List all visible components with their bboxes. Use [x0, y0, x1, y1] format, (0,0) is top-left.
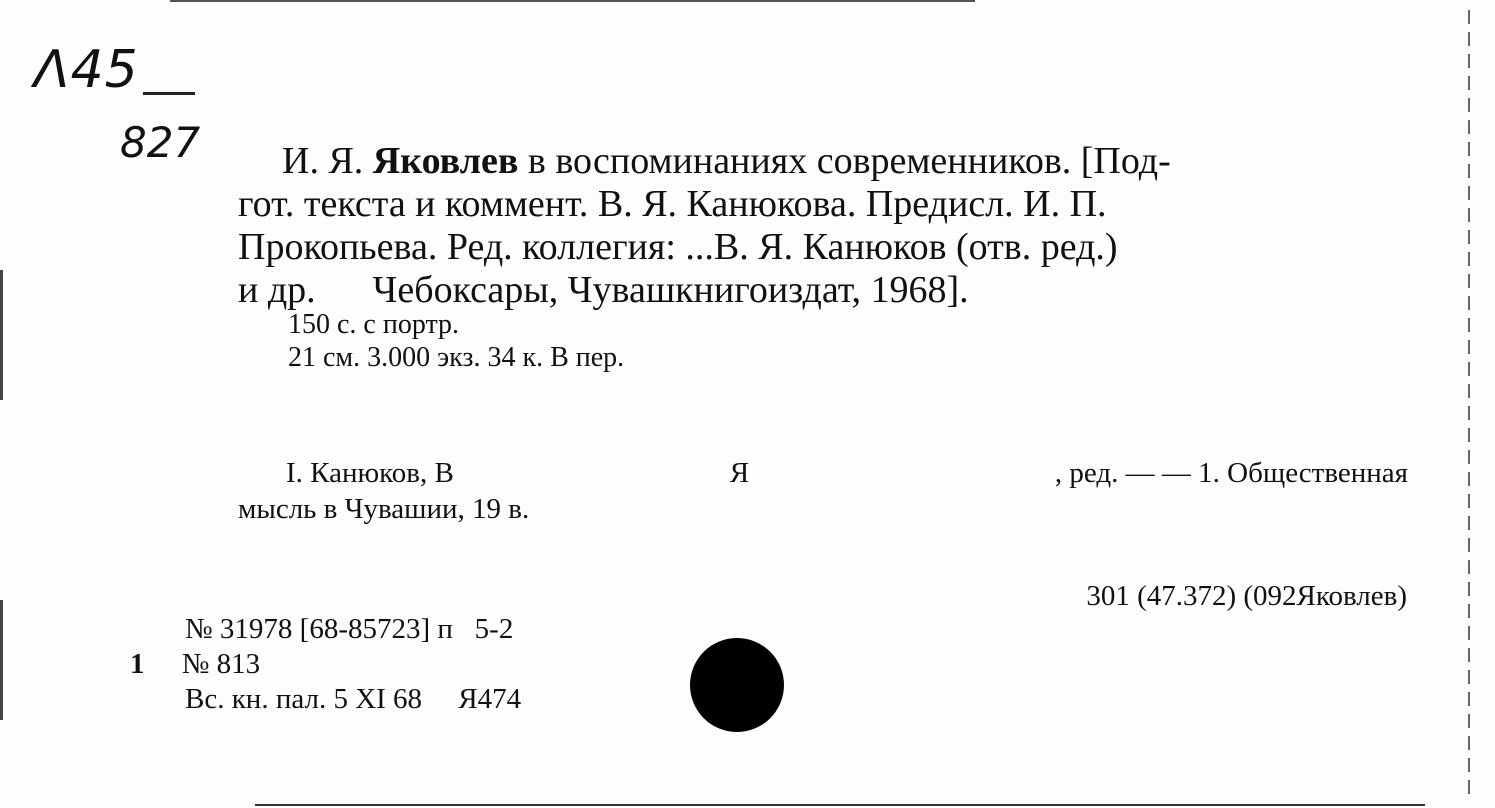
collation: [288, 308, 624, 374]
handwritten-shelf-mark: Λ45: [34, 40, 139, 100]
scan-edge-top: [170, 0, 975, 2]
scan-edge-bottom: [255, 804, 1425, 806]
entry-line-2: гот. текста и коммент. В. Я. Канюкова. Предисл. И. П.: [238, 183, 1107, 225]
tracing-line-1: I. Канюков, В Я , ред. — — 1. Общественная: [286, 457, 1408, 489]
registry-line-3: Вс. кн. пал. 5 XI 68 Я474: [185, 683, 522, 715]
classification-code: 301 (47.372) (092Яковлев): [1086, 580, 1407, 612]
scan-edge-left: [0, 270, 3, 400]
bibliographic-entry: [238, 140, 1408, 312]
registry-line-1: № 31978 [68-85723] п 5-2: [185, 613, 514, 645]
handwritten-dash: [143, 92, 195, 95]
entry-line-4: и др. Чебоксары, Чувашкнигоиздат, 1968].: [238, 269, 969, 311]
entry-line-3: Прокопьева. Ред. коллегия: ...В. Я. Канюков (отв. ред.): [238, 226, 1118, 268]
tracing: [238, 455, 1408, 527]
collation-pages: 150 с. с портр.: [288, 309, 460, 340]
collation-size: 21 см. 3.000 экз. 34 к. В пер.: [288, 342, 625, 373]
scan-edge-right: [1468, 10, 1470, 800]
tracing-line-2: мысль в Чувашии, 19 в.: [238, 493, 530, 525]
entry-line-1: И. Я. Яковлев в воспоминаниях современников. [Под-: [282, 140, 1171, 182]
handwritten-shelf-number: 827: [120, 118, 201, 167]
punch-hole: [690, 638, 784, 732]
scan-edge-left-lower: [0, 600, 3, 720]
registry-numbers: [130, 612, 521, 717]
registry-line-2: 1 № 813: [130, 648, 261, 680]
entry-subject-name: Яковлев: [372, 140, 519, 182]
